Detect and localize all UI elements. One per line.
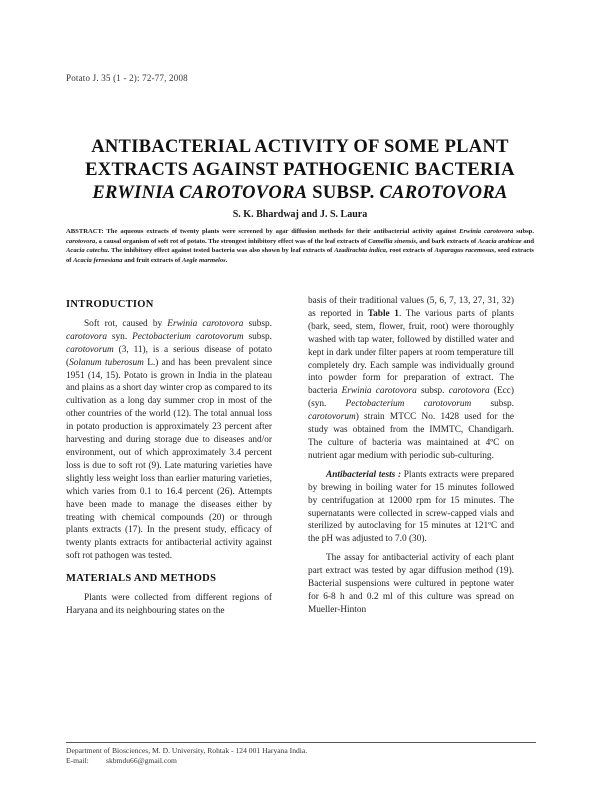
title-subsp: SUBSP. [307, 183, 380, 203]
abstract [66, 227, 534, 265]
methods-species: Erwinia carotovora [341, 386, 417, 397]
intro-species: carotovorum [66, 344, 114, 355]
footnote [66, 746, 307, 766]
intro-species: Erwinia carotovora [167, 318, 244, 329]
abstract-text: , root extracts of [385, 247, 435, 255]
table-reference: Table 1 [367, 308, 399, 319]
antibacterial-tests-text: Plants extracts were prepared by brewing in boiling water for 15 minutes followed by centrifugation at 12000 rpm for 15 minutes. The supernatants were collected in screw-capped vials and sterilized by autoclaving for 15 minutes at 121ºC and the pH was adjusted to 7.0 (30). [308, 469, 514, 545]
abstract-species: Camellia sinensis [368, 237, 416, 245]
abstract-species: Asparagus racemosus [434, 247, 495, 255]
title-line-1: ANTIBACTERIAL ACTIVITY OF SOME PLANT [91, 137, 509, 157]
abstract-species: Aegle marmelos [181, 256, 226, 264]
intro-text: Soft rot, caused by [84, 318, 168, 329]
methods-text: (Ecc) (syn. [308, 386, 514, 410]
intro-text: subsp. [243, 318, 272, 329]
abstract-species: Acacia arabicae [477, 237, 522, 245]
methods-text: basis of their traditional values (5, 6, 7, 13, 27, 31, 32) as reported in [308, 296, 514, 319]
abstract-species: Acacia catechu [66, 247, 108, 255]
paper-title [40, 136, 560, 205]
methods-species: carotovora [448, 386, 490, 397]
title-line-3 [40, 182, 560, 205]
abstract-text: , a causal organism of soft rot of potato. The strongest inhibitory effect was of the leaf extracts of [95, 237, 369, 245]
antibacterial-tests-paragraph [308, 469, 514, 546]
abstract-species: carotovora [66, 237, 96, 245]
title-line-2: EXTRACTS AGAINST PATHOGENIC BACTERIA [85, 160, 515, 180]
methods-continued-paragraph [308, 295, 514, 463]
left-column [66, 296, 272, 624]
abstract-text: and fruit extracts of [122, 256, 182, 264]
abstract-text: , seed extracts of [66, 247, 534, 264]
intro-text: L.) and has been prevalent since 1951 (14, 15). Potato is grown in India in the plateau and plains as a short day winter crop as compared to its cultivation as a long day summer crop in most of the other countries of the world (12). The total annual loss in potato production is approximately 23 percent after harvesting and during storage due to diseases and/or environment, out of which approximately 3.4 percent loss is due to soft rot (9). Late maturing varieties have slightly less weight loss than earlier maturing varieties, which varies from 0.1 to 16.4 percent (26). Attempts have been made to manage the diseases either by treating with chemical compounds (20) or through plants extracts (17). In the present study, efficacy of twenty plants extracts for antibacterial activity against soft rot pathogen was tested. [66, 357, 272, 562]
abstract-species: Azadirachta indica [334, 247, 386, 255]
methods-text: ) strain MTCC No. 1428 used for the study was obtained from the IMMTC, Chandigarh. The culture of bacteria was maintained at 4ºC on nutrient agar medium with periodic sub-culturing. [308, 412, 514, 461]
methods-text: . The various parts of plants (bark, seed, stem, flower, fruit, root) were thoroughly washed with tap water, followed by distilled water and kept in dark under filter papers at room temperature till completely dry. Each sample was individually ground into powder form for preparation of extract. The bacteria [308, 308, 515, 397]
materials-methods-heading: MATERIALS AND METHODS [66, 573, 217, 585]
abstract-species: Erwinia carotovora [459, 228, 514, 235]
abstract-text: ABSTRACT: The aqueous extracts of twenty plants were screened by agar diffusion methods for their antibacterial activity against [66, 228, 460, 235]
email-row [66, 756, 307, 766]
methods-paragraph: Plants were collected from different regions of Haryana and its neighbouring states on the [66, 593, 272, 616]
abstract-text: subsp. [513, 228, 534, 235]
author-affiliation: Department of Biosciences, M. D. University, Rohtak - 124 001 Haryana India. [66, 746, 308, 755]
antibacterial-tests-subheading: Antibacterial tests : [326, 469, 402, 480]
intro-species: Pectobacterium carotovorum [132, 331, 244, 342]
email-label: E-mail: [66, 756, 89, 765]
title-subspecies-italic: CAROTOVORA [379, 183, 508, 203]
methods-text: subsp. [416, 386, 449, 397]
intro-text: subsp. [243, 331, 272, 342]
methods-species: carotovorum [308, 412, 356, 423]
methods-text: subsp. [471, 399, 514, 410]
author-list: S. K. Bhardwaj and J. S. Laura [232, 209, 368, 220]
intro-text: syn. [106, 331, 133, 342]
introduction-paragraph [66, 318, 272, 563]
assay-paragraph: The assay for antibacterial activity of each plant part extract was tested by agar diffusion method (19). Bacterial suspensions were cultured in peptone water for 6-8 h and 0.2 ml of this culture was spread on Mueller-Hinton [308, 553, 514, 615]
abstract-text: , and bark extracts of [415, 237, 478, 245]
abstract-species: Acacia fernesiana [73, 256, 123, 264]
email-address[interactable]: skbmdu66@gmail.com [106, 756, 177, 765]
journal-reference: Potato J. 35 (1 - 2): 72-77, 2008 [66, 73, 188, 83]
intro-species: carotovora [66, 331, 107, 342]
title-organism-italic: ERWINIA CAROTOVORA [92, 183, 308, 203]
abstract-text: . [225, 256, 228, 264]
footnote-divider [66, 742, 536, 743]
abstract-text: and [521, 237, 535, 245]
methods-species: Pectobacterium carotovorum [345, 399, 472, 410]
intro-species: Solanum tuberosum [69, 357, 144, 368]
abstract-text: . The inhibitory effect against tested bacteria was also shown by leaf extracts of [107, 247, 335, 255]
intro-text: (3, 11), is a serious disease of potato ( [66, 344, 272, 368]
introduction-heading: INTRODUCTION [66, 299, 154, 310]
right-column [308, 295, 514, 623]
